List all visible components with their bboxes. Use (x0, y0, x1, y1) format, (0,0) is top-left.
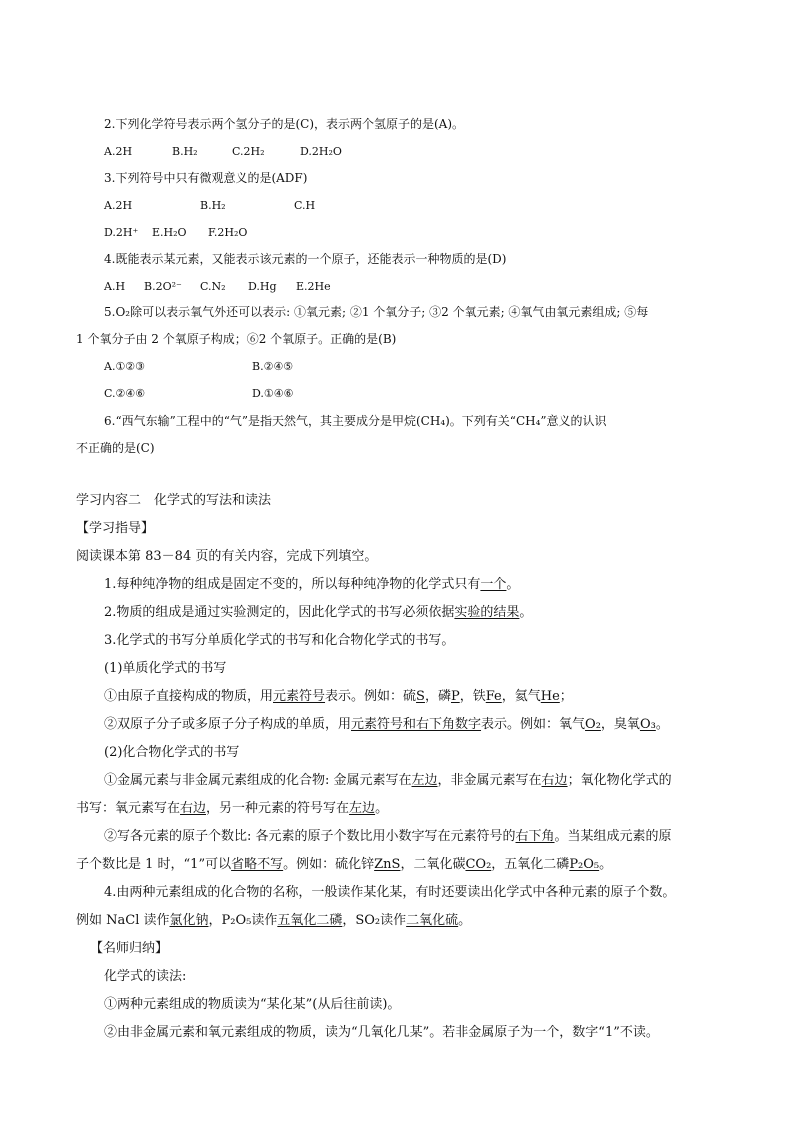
option-d: D.2H⁺ (104, 226, 139, 239)
subheading-2: (2)化合物化学式的书写 (104, 745, 240, 760)
question-4-options (104, 281, 331, 292)
answer-blank: 右下角 (515, 829, 555, 844)
answer-blank: 实验的结果 (454, 605, 520, 620)
option-a: A.①②③ (104, 360, 146, 373)
question-3-options-row1 (104, 200, 315, 211)
option-b: B.②④⑤ (252, 360, 294, 373)
intro-text: 阅读课本第 83－84 页的有关内容，完成下列填空。 (76, 549, 378, 564)
rule-2b-line1: ②写各元素的原子个数比: 各元素的原子个数比用小数字写在元素符号的右下角。当某组成元素的原 (104, 829, 672, 844)
option-a: A.H (104, 280, 126, 293)
option-d: D.Hg (248, 280, 277, 293)
answer-blank: 右边 (541, 773, 568, 788)
question-4: 4.既能表示某元素，又能表示该元素的一个原子，还能表示一种物质的是(D) (104, 252, 507, 266)
answer-blank: 氯化钠 (169, 913, 209, 928)
answer-blank: 省略不写 (231, 857, 284, 872)
guide-heading: 【学习指导】 (76, 521, 155, 536)
option-b: B.2O²⁻ (144, 280, 182, 293)
paragraph-1: 1.每种纯净物的组成是固定不变的，所以每种纯净物的化学式只有一个。 (104, 577, 520, 592)
paragraph-3: 3.化学式的书写分单质化学式的书写和化合物化学式的书写。 (104, 633, 455, 648)
answer-blank: O₃ (639, 717, 656, 732)
rule-1a: ①由原子直接构成的物质，用元素符号表示。例如：硫S，磷P，铁Fe，氦气He； (104, 689, 573, 704)
rule-2b-line2: 子个数比是 1 时，“1”可以省略不写。例如：硫化锌ZnS，二氧化碳CO₂，五氧化二磷P₂O₅。 (76, 857, 613, 872)
option-e: E.2He (296, 280, 331, 293)
answer-blank: O₂ (585, 717, 601, 732)
paragraph-4-line1: 4.由两种元素组成的化合物的名称，一般读作某化某，有时还要读出化学式中各种元素的原子个数。 (104, 885, 676, 900)
rule-1: ①两种元素组成的物质读为“某化某”(从后往前读)。 (104, 997, 401, 1012)
answer-blank: ZnS (374, 857, 401, 872)
rule-2a-line2: 书写：氧元素写在右边，另一种元素的符号写在左边。 (76, 801, 389, 816)
answer-blank: 元素符号 (273, 689, 326, 704)
question-5-line1: 5.O₂除可以表示氧气外还可以表示: ①氧元素; ②1 个氧分子; ③2 个氧元素; ④氧气由氧元素组成; ⑤每 (104, 305, 649, 319)
question-3: 3.下列符号中只有微观意义的是(ADF) (104, 171, 308, 185)
answer-blank: 右边 (180, 801, 207, 816)
option-a: A.2H (104, 199, 133, 212)
paragraph-2: 2.物质的组成是通过实验测定的，因此化学式的书写必须依据实验的结果。 (104, 605, 533, 620)
option-c: C.N₂ (200, 280, 226, 293)
answer-blank: 二氧化硫 (406, 913, 459, 928)
answer-blank: S (416, 689, 425, 704)
answer-blank: 一个 (480, 577, 507, 592)
answer-blank: 左边 (411, 773, 438, 788)
option-d: D.2H₂O (300, 145, 342, 158)
rule-2: ②由非金属元素和氧元素组成的物质，读为“几氧化几某”。若非金属原子为一个，数字“1”不读。 (104, 1025, 659, 1040)
option-c: C.2H₂ (232, 145, 265, 158)
section-title: 学习内容二 化学式的写法和读法 (76, 493, 272, 508)
option-b: B.H₂ (200, 199, 226, 212)
question-6-line2: 不正确的是(C) (76, 441, 155, 455)
answer-blank: He (540, 689, 560, 704)
answer-blank: 五氧化二磷 (277, 913, 343, 928)
paragraph-4-line2: 例如 NaCl 读作氯化钠，P₂O₅读作五氧化二磷，SO₂读作二氧化硫。 (76, 913, 472, 928)
subheading-1: (1)单质化学式的书写 (104, 661, 227, 676)
question-2-options (104, 146, 342, 157)
option-b: B.H₂ (172, 145, 198, 158)
question-3-options-row2 (104, 227, 247, 238)
answer-blank: CO₂ (465, 857, 492, 872)
answer-blank: Fe (485, 689, 502, 704)
rule-2a-line1: ①金属元素与非金属元素组成的化合物: 金属元素写在左边，非金属元素写在右边；氧化物化学式的 (104, 773, 672, 788)
answer-blank: 左边 (349, 801, 376, 816)
option-c: C.②④⑥ (104, 387, 146, 400)
question-5-line2: 1 个氧分子由 2 个氧原子构成；⑥2 个氧原子。正确的是(B) (76, 332, 397, 346)
answer-blank: P (450, 689, 460, 704)
option-d: D.①④⑥ (252, 387, 294, 400)
option-a: A.2H (104, 145, 133, 158)
option-e: E.H₂O (152, 226, 187, 239)
question-2: 2.下列化学符号表示两个氢分子的是(C)，表示两个氢原子的是(A)。 (104, 117, 465, 131)
question-6-line1: 6.“西气东输”工程中的“气”是指天然气，其主要成分是甲烷(CH₄)。下列有关“CH₄”意义的认识 (104, 414, 607, 428)
rule-title: 化学式的读法: (104, 969, 187, 984)
option-c: C.H (294, 199, 316, 212)
answer-blank: 元素符号和右下角数字 (351, 717, 482, 732)
teacher-heading: 【名师归纳】 (90, 941, 169, 956)
rule-1b: ②双原子分子或多原子分子构成的单质，用元素符号和右下角数字表示。例如：氧气O₂，臭氧O₃。 (104, 717, 669, 732)
option-f: F.2H₂O (208, 226, 248, 239)
answer-blank: P₂O₅ (569, 857, 600, 872)
question-5-options-row1 (104, 361, 293, 372)
question-5-options-row2 (104, 388, 294, 399)
